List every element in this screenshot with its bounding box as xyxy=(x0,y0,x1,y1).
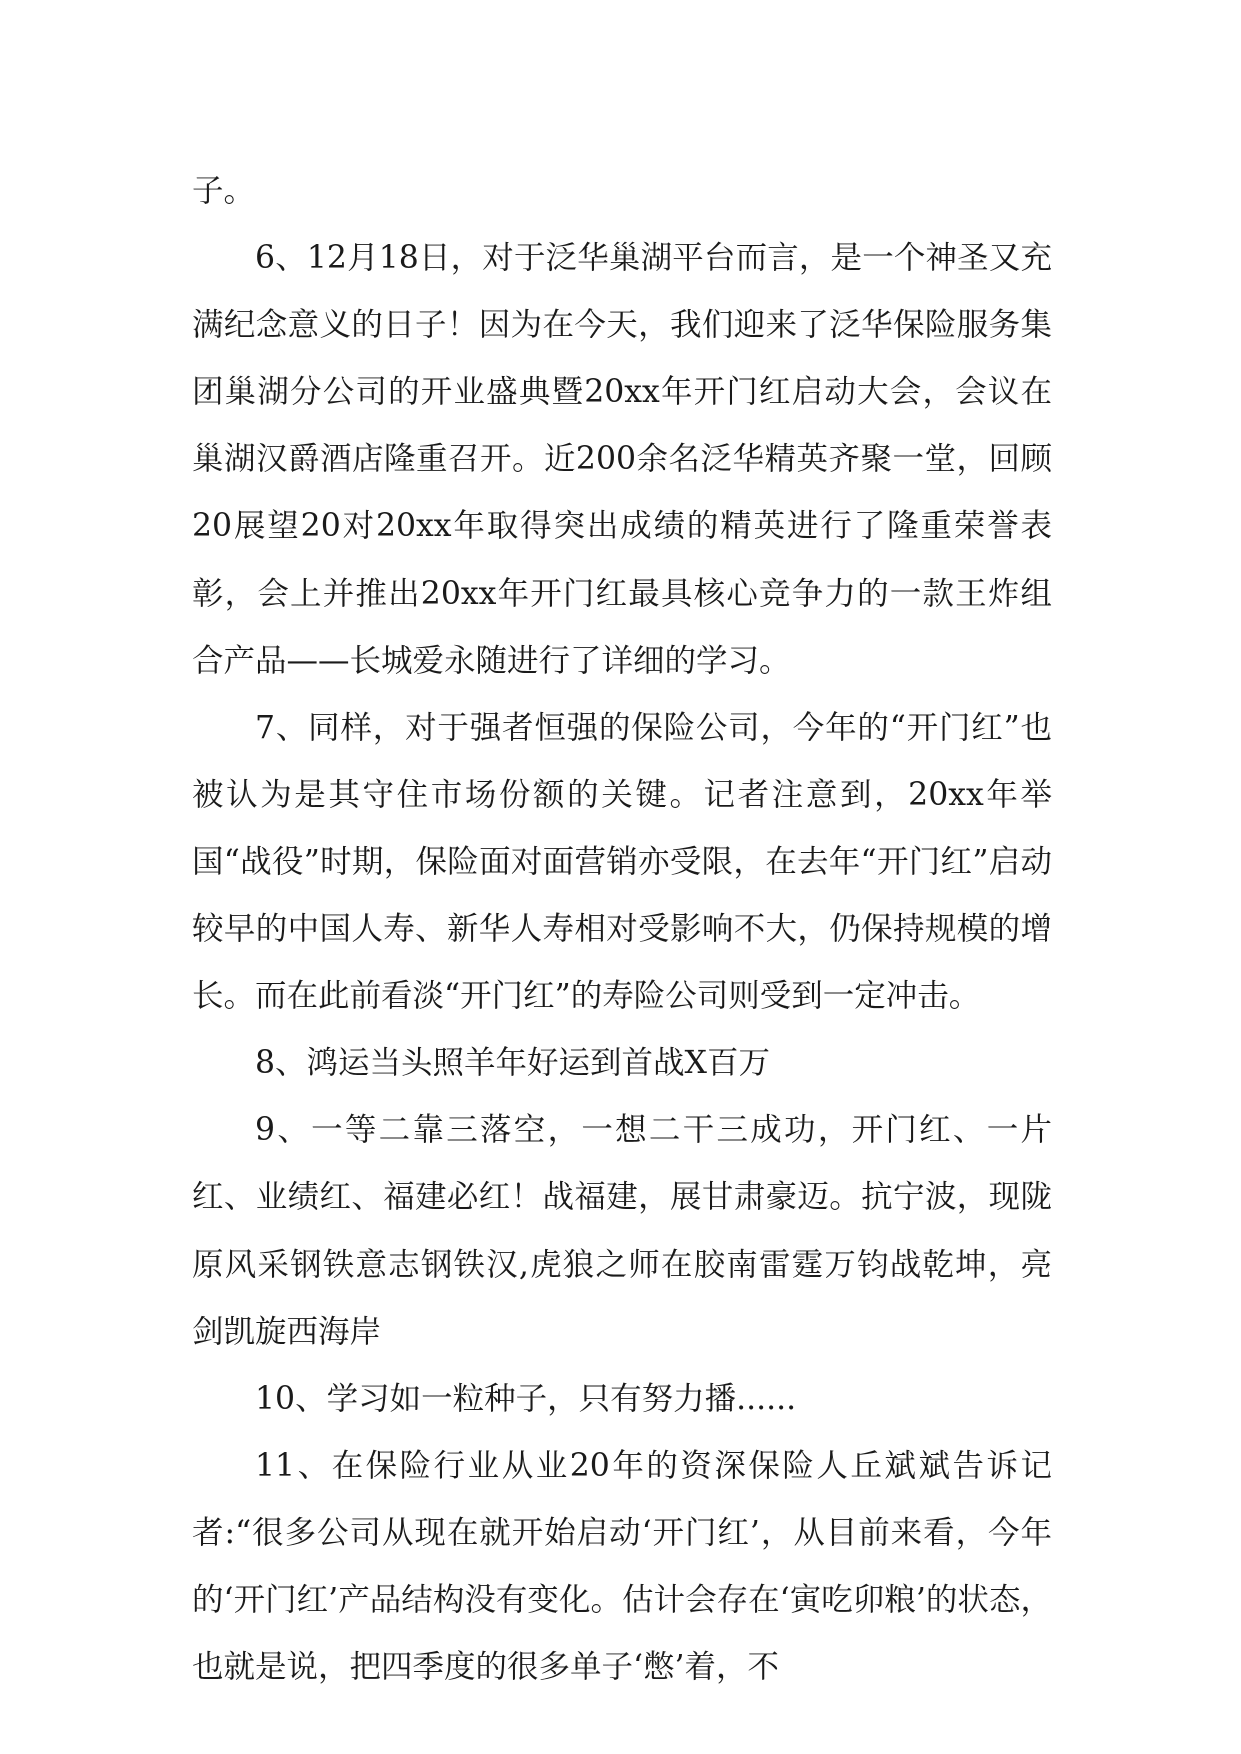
paragraph-item-6: 6、12月18日，对于泛华巢湖平台而言，是一个神圣又充满纪念意义的日子！因为在今天，我们迎来了泛华保险服务集团巢湖分公司的开业盛典暨20xx年开门红启动大会，会议在巢湖汉爵酒店隆重召开。近200余名泛华精英齐聚一堂，回顾20展望20对20xx年取得突出成绩的精英进行了隆重荣誉表彰，会上并推出20xx年开门红最具核心竞争力的一款王炸组合产品——长城爱永随进行了详细的学习。 xyxy=(192,240,1052,679)
paragraph-continuation: 子。 xyxy=(192,173,256,209)
paragraph-item-11: 11、在保险行业从业20年的资深保险人丘斌斌告诉记者:“很多公司从现在就开始启动‘开门红’，从目前来看，今年的‘开门红’产品结构没有变化。估计会存在‘寅吃卯粮’的状态，也就是说，把四季度的很多单子‘憋’着，不 xyxy=(192,1447,1052,1686)
document-body xyxy=(192,158,1052,1701)
paragraph-item-7: 7、同样，对于强者恒强的保险公司，今年的“开门红”也被认为是其守住市场份额的关键。记者注意到，20xx年举国“战役”时期，保险面对面营销亦受限，在去年“开门红”启动较早的中国人寿、新华人寿相对受影响不大，仍保持规模的增长。而在此前看淡“开门红”的寿险公司则受到一定冲击。 xyxy=(192,709,1052,1015)
paragraph-item-10: 10、学习如一粒种子，只有努力播...... xyxy=(255,1380,797,1417)
paragraph-item-9: 9、一等二靠三落空，一想二干三成功，开门红、一片红、业绩红、福建必红！战福建，展甘肃豪迈。抗宁波，现陇原风采钢铁意志钢铁汉,虎狼之师在胶南雷霆万钧战乾坤，亮剑凯旋西海岸 xyxy=(192,1112,1052,1350)
paragraph-item-8: 8、鸿运当头照羊年好运到首战X百万 xyxy=(255,1045,770,1082)
